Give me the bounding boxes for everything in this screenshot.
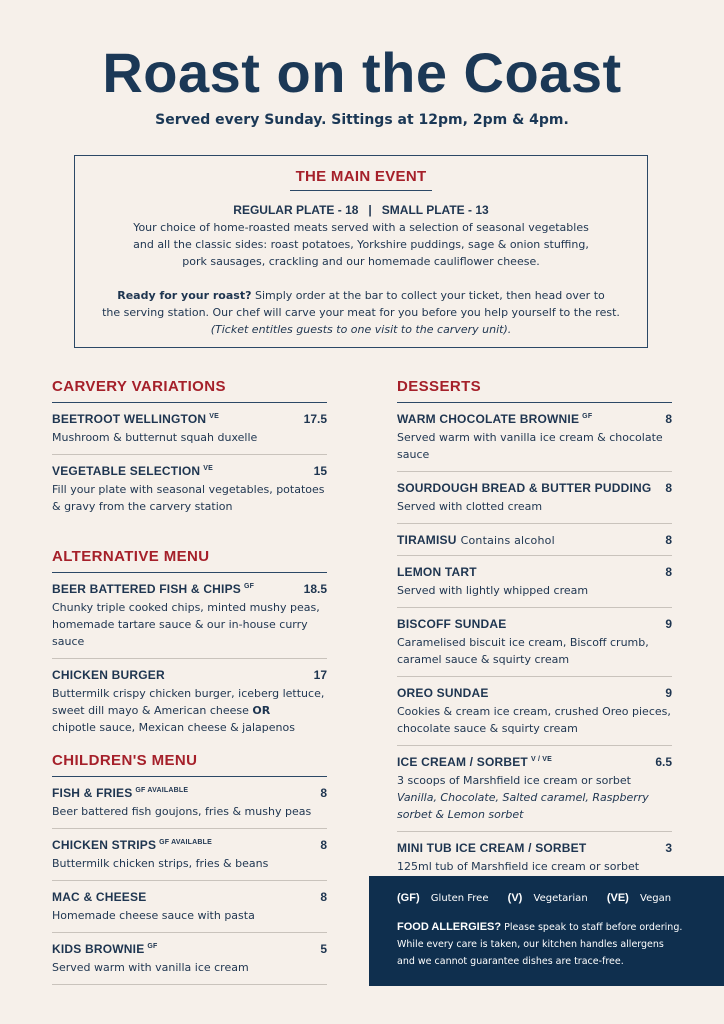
item-description: Cookies & cream ice cream, crushed Oreo pieces, chocolate sauce & squirty cream bbox=[397, 705, 671, 735]
description-line: and all the classic sides: roast potatoes, Yorkshire puddings, sage & onion stuffing, bbox=[133, 238, 589, 251]
item-name: FISH & FRIES $^{GF AVAILABLE}$ bbox=[52, 786, 189, 800]
main-event-box bbox=[74, 155, 648, 348]
item-price: 8 bbox=[320, 838, 327, 852]
item-description: Caramelised biscuit ice cream, Biscoff crumb, caramel sauce & squirty cream bbox=[397, 636, 649, 666]
plate-prices bbox=[75, 203, 647, 217]
item-description: Homemade cheese sauce with pasta bbox=[52, 909, 255, 922]
diet-tag: GF bbox=[582, 413, 593, 420]
v-label: Vegetarian bbox=[533, 893, 588, 904]
item-name: SOURDOUGH BREAD & BUTTER PUDDING bbox=[397, 481, 652, 495]
menu-item bbox=[397, 608, 672, 677]
menu-item bbox=[52, 881, 327, 933]
item-description: Served with clotted cream bbox=[397, 500, 543, 513]
item-price: 5 bbox=[320, 942, 327, 956]
description-line: Your choice of home-roasted meats served with a selection of seasonal vegetables bbox=[133, 221, 589, 234]
item-name: VEGETABLE SELECTION $^{VE}$ bbox=[52, 464, 214, 478]
menu-item bbox=[397, 556, 672, 608]
ve-key: (VE) bbox=[606, 892, 629, 904]
item-name: CHICKEN STRIPS $^{GF AVAILABLE}$ bbox=[52, 838, 212, 852]
page-subtitle: Served every Sunday. Sittings at 12pm, 2pm & 4pm. bbox=[155, 112, 569, 128]
item-description: Served with lightly whipped cream bbox=[397, 584, 589, 597]
section-title: ALTERNATIVE MENU bbox=[52, 548, 327, 573]
menu-item bbox=[52, 777, 327, 829]
menu-item bbox=[397, 472, 672, 524]
ticket-note: (Ticket entitles guests to one visit to the carvery unit). bbox=[210, 323, 512, 336]
diet-key-line bbox=[397, 892, 696, 904]
allergy-notice: FOOD ALLERGIES? Please speak to staff before ordering. While every care is taken, our kitchen handles allergens and we cannot guarantee dishes are trace-free. bbox=[397, 921, 683, 967]
menu-item bbox=[52, 455, 327, 523]
item-price: 17 bbox=[313, 668, 327, 682]
instruction-text: Simply order at the bar to collect your ticket, then head over to bbox=[251, 289, 605, 302]
page-title: Roast on the Coast bbox=[102, 41, 622, 104]
item-description: Buttermilk chicken strips, fries & beans bbox=[52, 857, 269, 870]
gf-key: (GF) bbox=[397, 892, 420, 904]
item-description: 3 scoops of Marshfield ice cream or sorbet Vanilla, Chocolate, Salted caramel, Raspberry sorbet & Lemon sorbet bbox=[397, 774, 649, 821]
item-price: 8 bbox=[320, 786, 327, 800]
instruction-line bbox=[75, 287, 647, 304]
diet-tag: GF AVAILABLE bbox=[135, 787, 189, 794]
menu-item bbox=[397, 524, 672, 556]
menu-item bbox=[52, 933, 327, 985]
section-title: DESSERTS bbox=[397, 378, 672, 403]
diet-tag: VE bbox=[203, 465, 214, 472]
ordering-instructions bbox=[75, 287, 647, 338]
alternative-section bbox=[52, 548, 327, 744]
item-name: TIRAMISU Contains alcohol bbox=[397, 533, 555, 547]
diet-tag: GF bbox=[147, 943, 158, 950]
gf-label: Gluten Free bbox=[430, 893, 489, 904]
item-name: MINI TUB ICE CREAM / SORBET bbox=[397, 841, 587, 855]
menu-item bbox=[52, 403, 327, 455]
ready-heading: Ready for your roast? bbox=[117, 289, 252, 302]
v-key: (V) bbox=[507, 892, 523, 904]
main-event-description bbox=[75, 219, 647, 270]
diet-tag: GF bbox=[244, 583, 255, 590]
item-name: CHICKEN BURGER bbox=[52, 668, 165, 682]
price-separator: | bbox=[368, 203, 372, 217]
diet-tag: V / VE bbox=[530, 756, 552, 763]
item-price: 8 bbox=[665, 412, 672, 426]
item-price: 9 bbox=[665, 617, 672, 631]
menu-item bbox=[397, 403, 672, 472]
item-name: MAC & CHEESE bbox=[52, 890, 147, 904]
item-description: Beer battered fish goujons, fries & mushy peas bbox=[52, 805, 312, 818]
carvery-section bbox=[52, 378, 327, 523]
item-price: 15 bbox=[313, 464, 327, 478]
diet-tag: GF AVAILABLE bbox=[159, 839, 212, 846]
instruction-line: the serving station. Our chef will carve your meat for you before you help yourself to the rest. bbox=[102, 306, 620, 319]
menu-item bbox=[397, 746, 672, 832]
item-name: OREO SUNDAE bbox=[397, 686, 489, 700]
small-plate-price: SMALL PLATE - 13 bbox=[381, 203, 489, 217]
item-price: 8 bbox=[665, 565, 672, 579]
or-label: OR bbox=[252, 704, 271, 717]
item-name: BEER BATTERED FISH & CHIPS $^{GF}$ bbox=[52, 582, 255, 596]
allergy-heading: FOOD ALLERGIES? bbox=[397, 921, 502, 933]
item-price: 8 bbox=[665, 481, 672, 495]
item-price: 18.5 bbox=[303, 582, 327, 596]
item-description: Fill your plate with seasonal vegetables, potatoes & gravy from the carvery station bbox=[52, 483, 325, 513]
menu-item bbox=[52, 659, 327, 744]
menu-item bbox=[52, 573, 327, 659]
dietary-legend bbox=[369, 876, 724, 986]
menu-item bbox=[52, 829, 327, 881]
item-description: Chunky triple cooked chips, minted mushy peas, homemade tartare sauce & our in-house curry sauce bbox=[52, 601, 320, 648]
item-description: Served warm with vanilla ice cream bbox=[52, 961, 249, 974]
item-price: 6.5 bbox=[655, 755, 672, 769]
item-name: LEMON TART bbox=[397, 565, 477, 579]
item-description: Mushroom & butternut squah duxelle bbox=[52, 431, 258, 444]
item-price: 9 bbox=[665, 686, 672, 700]
item-description: Buttermilk crispy chicken burger, iceberg lettuce, sweet dill mayo & American cheese OR chipotle sauce, Mexican cheese & jalapenos bbox=[52, 687, 325, 734]
regular-plate-price: REGULAR PLATE - 18 bbox=[233, 203, 359, 217]
section-title: CHILDREN'S MENU bbox=[52, 752, 327, 777]
item-name: KIDS BROWNIE $^{GF}$ bbox=[52, 942, 158, 956]
diet-tag: VE bbox=[209, 413, 219, 420]
children-section bbox=[52, 752, 327, 985]
ve-label: Vegan bbox=[640, 893, 672, 904]
item-name: BISCOFF SUNDAE bbox=[397, 617, 507, 631]
item-price: 8 bbox=[665, 533, 672, 547]
main-event-heading: THE MAIN EVENT bbox=[290, 168, 433, 191]
section-title: CARVERY VARIATIONS bbox=[52, 378, 327, 403]
item-note: Contains alcohol bbox=[460, 534, 555, 547]
desserts-section bbox=[397, 378, 672, 883]
item-description: 125ml tub of Marshfield ice cream or sorbet bbox=[397, 860, 640, 873]
item-name: BEETROOT WELLINGTON $^{VE}$ bbox=[52, 412, 219, 426]
item-name: WARM CHOCOLATE BROWNIE $^{GF}$ bbox=[397, 412, 593, 426]
menu-item bbox=[397, 677, 672, 746]
item-price: 8 bbox=[320, 890, 327, 904]
description-line: pork sausages, crackling and our homemade cauliflower cheese. bbox=[182, 255, 540, 268]
item-name: ICE CREAM / SORBET $^{V / VE}$ bbox=[397, 755, 552, 769]
item-price: 17.5 bbox=[303, 412, 327, 426]
item-price: 3 bbox=[665, 841, 672, 855]
item-description: Served warm with vanilla ice cream & chocolate sauce bbox=[397, 431, 663, 461]
